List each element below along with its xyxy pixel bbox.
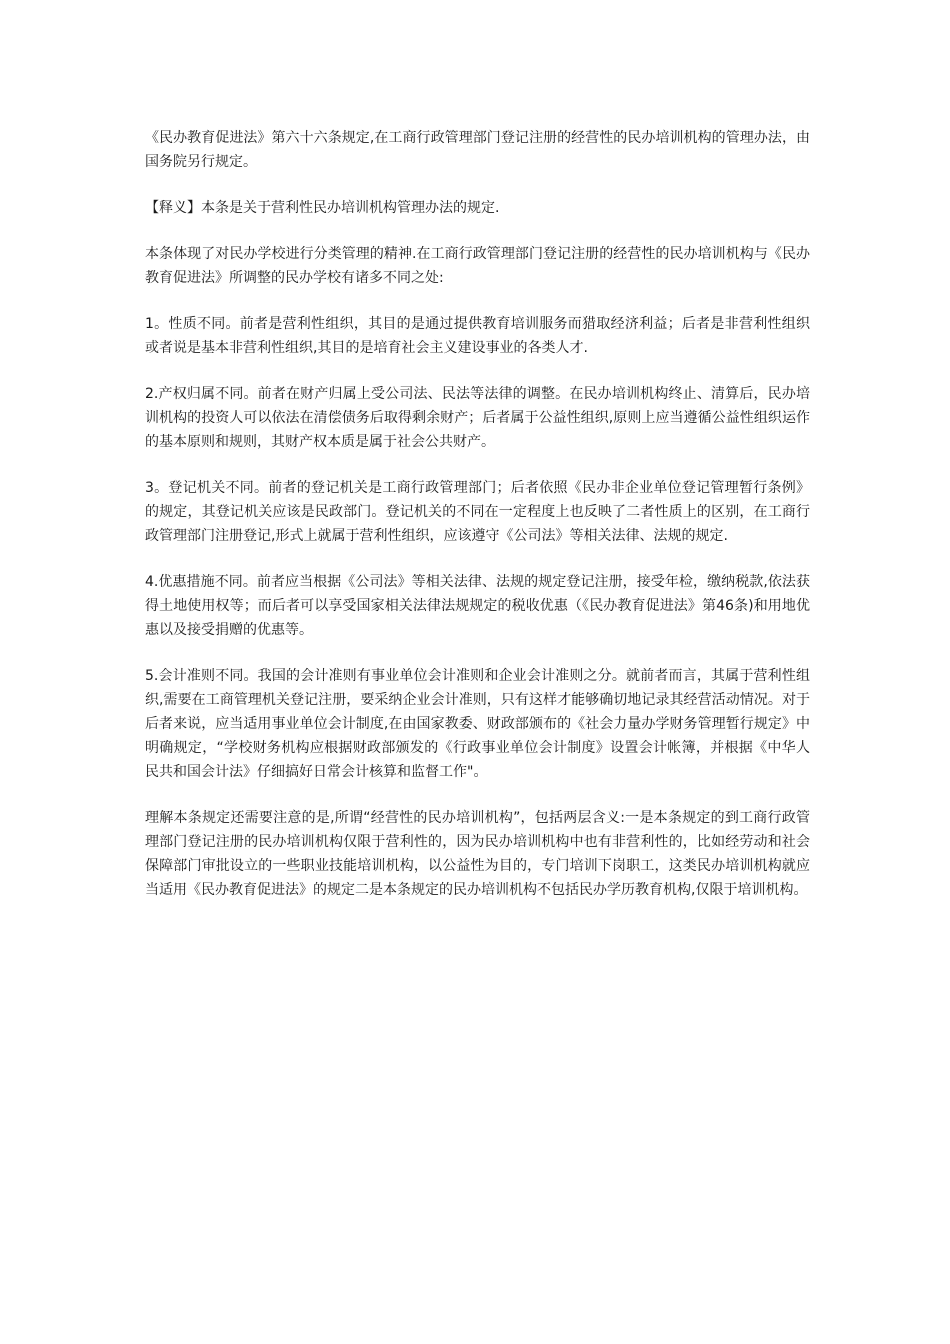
document-body (145, 126, 810, 924)
paragraph-point-3-registration: 3。登记机关不同。前者的登记机关是工商行政管理部门；后者依照《民办非企业单位登记管理暂行条例》的规定，其登记机关应该是民政部门。登记机关的不同在一定程度上也反映了二者性质上的区别，在工商行政管理部门注册登记,形式上就属于营利性组织，应该遵守《公司法》等相关法律、法规的规定. (145, 480, 810, 544)
paragraph-point-5-accounting: 5.会计准则不同。我国的会计准则有事业单位会计准则和企业会计准则之分。就前者而言，其属于营利性组织,需要在工商管理机关登记注册，要采纳企业会计准则，只有这样才能够确切地记录其经营活动情况。对于后者来说，应当适用事业单位会计制度,在由国家教委、财政部颁布的《社会力量办学财务管理暂行规定》中明确规定，“学校财务机构应根据财政部颁发的《行政事业单位会计制度》设置会计帐簿，并根据《中华人民共和国会计法》仔细搞好日常会计核算和监督工作"。 (145, 668, 810, 780)
paragraph-article-66: 《民办教育促进法》第六十六条规定,在工商行政管理部门登记注册的经营性的民办培训机构的管理办法，由国务院另行规定。 (145, 130, 810, 170)
paragraph-point-2-property: 2.产权归属不同。前者在财产归属上受公司法、民法等法律的调整。在民办培训机构终止、清算后，民办培训机构的投资人可以依法在清偿债务后取得剩余财产；后者属于公益性组织,原则上应当遵循公益性组织运作的基本原则和规则，其财产权本质是属于社会公共财产。 (145, 386, 810, 450)
paragraph-understanding: 理解本条规定还需要注意的是,所谓“经营性的民办培训机构”，包括两层含义:一是本条规定的到工商行政管理部门登记注册的民办培训机构仅限于营利性的，因为民办培训机构中也有非营利性的，比如经劳动和社会保障部门审批设立的一些职业技能培训机构，以公益性为目的，专门培训下岗职工，这类民办培训机构就应当适用《民办教育促进法》的规定二是本条规定的民办培训机构不包括民办学历教育机构,仅限于培训机构。 (145, 810, 810, 898)
paragraph-point-4-preferential: 4.优惠措施不同。前者应当根据《公司法》等相关法律、法规的规定登记注册，接受年检，缴纳税款,依法获得土地使用权等；而后者可以享受国家相关法律法规规定的税收优惠（《民办教育促进法》第46条)和用地优惠以及接受捐赠的优惠等。 (145, 574, 810, 638)
paragraph-intro: 本条体现了对民办学校进行分类管理的精神.在工商行政管理部门登记注册的经营性的民办培训机构与《民办教育促进法》所调整的民办学校有诸多不同之处: (145, 246, 810, 286)
paragraph-interpretation: 【释义】本条是关于营利性民办培训机构管理办法的规定. (145, 200, 500, 216)
paragraph-point-1-nature: 1。性质不同。前者是营利性组织，其目的是通过提供教育培训服务而猎取经济利益；后者是非营利性组织或者说是基本非营利性组织,其目的是培育社会主义建设事业的各类人才. (145, 316, 810, 356)
